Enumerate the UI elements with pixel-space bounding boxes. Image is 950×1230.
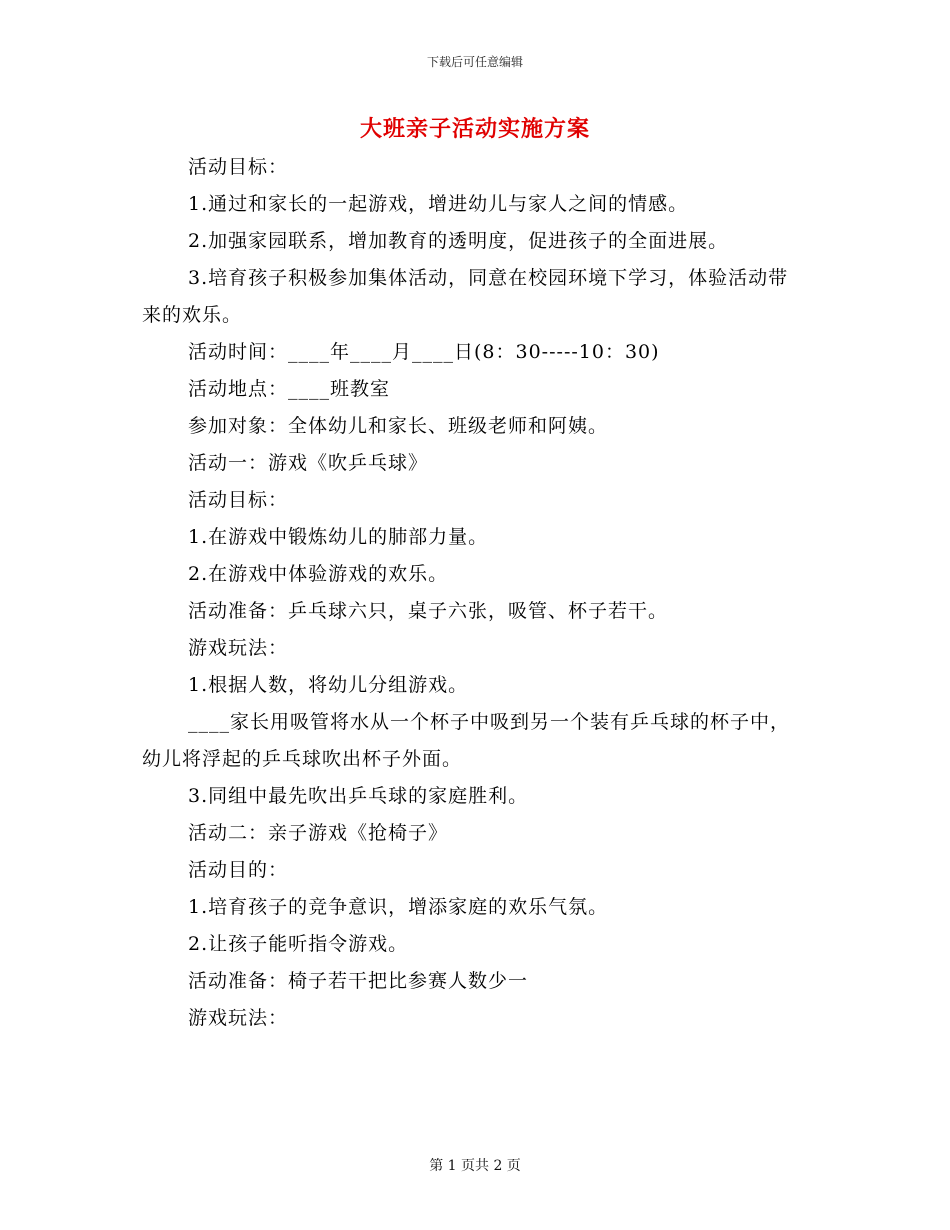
paragraph-activity-one-goals-heading: 活动目标： (188, 489, 289, 511)
page-footer: 第 1 页共 2 页 (429, 1158, 521, 1174)
paragraph-activity-two-title: 活动二：亲子游戏《抢椅子》 (188, 822, 449, 844)
paragraph-activity-one-rule-2: ____家长用吸管将水从一个杯子中吸到另一个装有乒乓球的杯子中，幼儿将浮起的乒乓球吹出杯子外面。 (142, 711, 791, 770)
paragraph-activity-one-goal-2: 2.在游戏中体验游戏的欢乐。 (188, 563, 449, 585)
paragraph-activity-one-rules-heading: 游戏玩法： (188, 637, 289, 659)
document-title: 大班亲子活动实施方案 (359, 116, 590, 142)
paragraph-goals-heading: 活动目标： (188, 156, 289, 178)
paragraph-activity-location: 活动地点：____班教室 (188, 378, 391, 400)
paragraph-participants: 参加对象：全体幼儿和家长、班级老师和阿姨。 (188, 415, 609, 437)
paragraph-activity-one-title: 活动一：游戏《吹乒乓球》 (188, 452, 429, 474)
document-body (142, 149, 808, 1037)
paragraph-activity-one-goal-1: 1.在游戏中锻炼幼儿的肺部力量。 (188, 526, 489, 548)
header-note: 下载后可任意编辑 (426, 55, 523, 69)
paragraph-activity-two-preparation: 活动准备：椅子若干把比参赛人数少一 (188, 970, 529, 992)
paragraph-activity-two-purpose-2: 2.让孩子能听指令游戏。 (188, 933, 409, 955)
paragraph-activity-one-rule-3: 3.同组中最先吹出乒乓球的家庭胜利。 (188, 785, 529, 807)
paragraph-activity-two-purpose-1: 1.培育孩子的竞争意识，增添家庭的欢乐气氛。 (188, 896, 609, 918)
paragraph-activity-two-rules-heading: 游戏玩法： (188, 1007, 289, 1029)
paragraph-goal-3: 3.培育孩子积极参加集体活动，同意在校园环境下学习，体验活动带来的欢乐。 (142, 267, 789, 326)
paragraph-goal-1: 1.通过和家长的一起游戏，增进幼儿与家人之间的情感。 (188, 193, 689, 215)
paragraph-goal-2: 2.加强家园联系，增加教育的透明度，促进孩子的全面进展。 (188, 230, 729, 252)
paragraph-activity-one-preparation: 活动准备：乒乓球六只，桌子六张，吸管、杯子若干。 (188, 600, 669, 622)
paragraph-activity-one-rule-1: 1.根据人数，将幼儿分组游戏。 (188, 674, 469, 696)
paragraph-activity-two-purpose-heading: 活动目的： (188, 859, 289, 881)
paragraph-activity-time: 活动时间：____年____月____日(8：30-----10：30) (188, 341, 660, 363)
